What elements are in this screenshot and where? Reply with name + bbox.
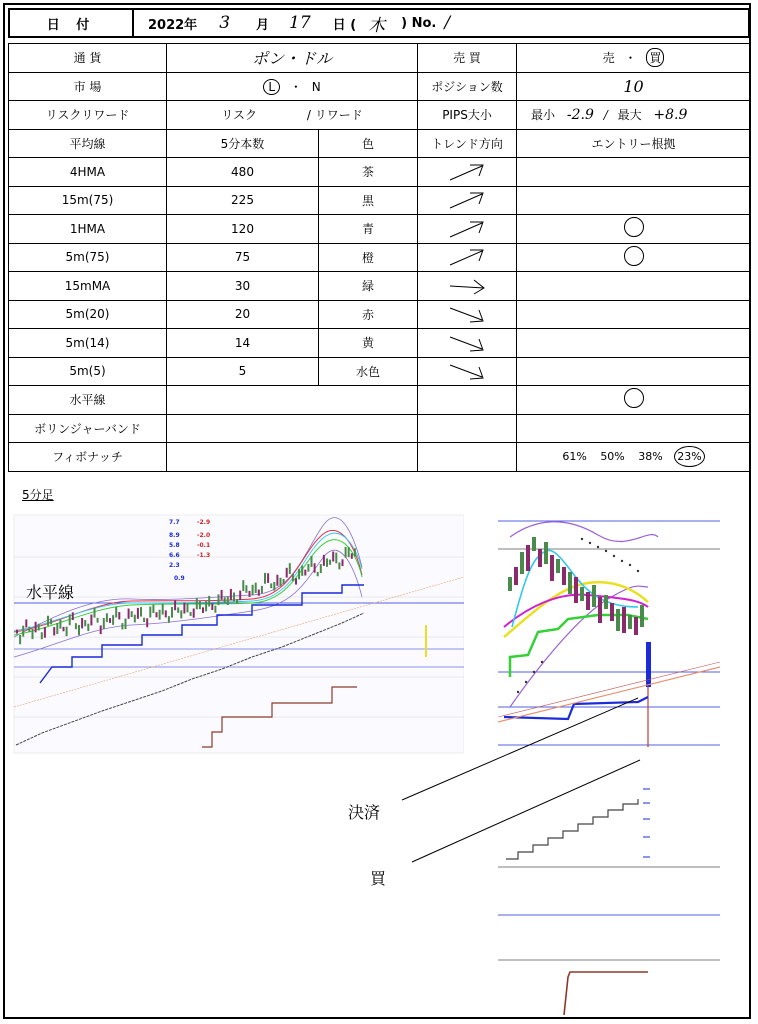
candle bbox=[103, 618, 105, 629]
ma-name: 5m(5) bbox=[9, 357, 167, 386]
horizontal-label: 水平線 bbox=[9, 386, 167, 415]
market-l: L bbox=[268, 79, 276, 94]
candle bbox=[258, 589, 260, 595]
ma-trend[interactable] bbox=[418, 158, 517, 187]
candle bbox=[252, 585, 254, 595]
candle bbox=[63, 627, 65, 631]
ma-name: 1HMA bbox=[9, 215, 167, 244]
bollinger-label: ボリンジャーバンド bbox=[9, 414, 167, 443]
fibo-23-circled bbox=[674, 446, 704, 467]
candle bbox=[326, 558, 328, 566]
candle bbox=[131, 611, 133, 617]
ma-row bbox=[9, 357, 751, 386]
candle bbox=[342, 559, 344, 566]
max-label: 最大 bbox=[617, 108, 642, 123]
candle bbox=[143, 618, 145, 622]
candle bbox=[314, 563, 316, 572]
trend-right-arrow-icon bbox=[418, 275, 516, 297]
candle bbox=[628, 615, 632, 629]
ma-entry[interactable] bbox=[517, 158, 751, 187]
candle bbox=[72, 612, 74, 620]
candle bbox=[634, 617, 638, 635]
pips-label-1: 7.7 bbox=[169, 519, 180, 526]
candle bbox=[233, 592, 235, 601]
ma-row bbox=[9, 243, 751, 272]
trend-up-arrow-icon bbox=[418, 218, 516, 240]
candle bbox=[335, 553, 337, 564]
bollinger-row bbox=[9, 414, 751, 443]
ma-bars[interactable]: 20 bbox=[167, 300, 319, 329]
candle bbox=[196, 598, 198, 609]
candle bbox=[180, 610, 182, 618]
candle bbox=[183, 603, 185, 614]
ma-entry[interactable] bbox=[517, 243, 751, 272]
candle bbox=[38, 624, 40, 631]
buysell-label: 売 買 bbox=[418, 44, 517, 73]
candle bbox=[508, 577, 512, 591]
candle bbox=[249, 591, 251, 597]
candle bbox=[255, 583, 257, 593]
ma-name: 4HMA bbox=[9, 158, 167, 187]
candle bbox=[168, 616, 170, 623]
candle bbox=[159, 610, 161, 620]
ma-color[interactable]: 茶 bbox=[319, 158, 418, 187]
fibo-23: 23% bbox=[677, 450, 702, 464]
date-label: 日 付 bbox=[10, 10, 134, 36]
min-label: 最小 bbox=[531, 108, 556, 123]
candle bbox=[514, 567, 518, 585]
trade-table bbox=[8, 43, 751, 472]
candle bbox=[106, 613, 108, 622]
market-n[interactable]: N bbox=[311, 79, 321, 94]
entry-circle-icon bbox=[624, 388, 644, 408]
candle bbox=[236, 599, 238, 603]
trend-down-arrow-icon bbox=[418, 332, 516, 354]
ma-bars[interactable]: 14 bbox=[167, 329, 319, 358]
candle bbox=[273, 582, 275, 591]
candle bbox=[32, 629, 34, 639]
pips-field[interactable] bbox=[517, 101, 751, 130]
candle bbox=[264, 573, 266, 584]
candle bbox=[171, 607, 173, 618]
fibo-row bbox=[9, 443, 751, 472]
risk-text: リスク bbox=[221, 108, 258, 123]
candle bbox=[90, 615, 92, 626]
horizontal-empty[interactable] bbox=[167, 386, 418, 415]
ma-trend[interactable] bbox=[418, 300, 517, 329]
candle bbox=[84, 620, 86, 626]
candle bbox=[205, 601, 207, 611]
candle bbox=[152, 605, 154, 613]
candle bbox=[25, 619, 27, 627]
market-field[interactable] bbox=[167, 72, 418, 101]
candle bbox=[574, 577, 578, 603]
risk-label: リスクリワード bbox=[9, 101, 167, 130]
fibo-50: 50% bbox=[600, 450, 625, 464]
date-header bbox=[8, 8, 750, 38]
trend-down-arrow-icon bbox=[418, 303, 516, 325]
candle bbox=[239, 591, 241, 601]
pips-neg-3: -0.1 bbox=[197, 542, 211, 549]
header-entry: エントリー根拠 bbox=[517, 129, 751, 158]
candle bbox=[208, 596, 210, 607]
fibo-empty[interactable] bbox=[167, 443, 418, 472]
ma-row bbox=[9, 300, 751, 329]
candle bbox=[118, 612, 120, 619]
settle-annotation: 決済 bbox=[348, 803, 381, 822]
candle bbox=[568, 572, 572, 594]
candle bbox=[338, 562, 340, 569]
candle bbox=[193, 609, 195, 618]
market-l-circled[interactable] bbox=[263, 79, 280, 95]
ma-color[interactable]: 黒 bbox=[319, 186, 418, 215]
candle bbox=[538, 549, 542, 567]
year-text: 2022年 bbox=[148, 17, 198, 33]
market-row bbox=[9, 72, 751, 101]
ma-trend[interactable] bbox=[418, 357, 517, 386]
candle bbox=[351, 553, 353, 558]
fibo-38: 38% bbox=[638, 450, 663, 464]
candle bbox=[50, 619, 52, 624]
ma-entry[interactable] bbox=[517, 357, 751, 386]
buysell-dot: ・ bbox=[624, 51, 637, 66]
ma-name: 5m(20) bbox=[9, 300, 167, 329]
candle bbox=[56, 623, 58, 634]
horizontal-row bbox=[9, 386, 751, 415]
pips-label-3: 5.8 bbox=[169, 542, 180, 549]
market-dot: ・ bbox=[289, 79, 302, 94]
candle bbox=[230, 589, 232, 600]
day-value: 17 bbox=[289, 13, 311, 33]
pips-label-5: 2.3 bbox=[169, 562, 180, 569]
risk-field[interactable] bbox=[167, 101, 418, 130]
candle bbox=[202, 607, 204, 613]
candle bbox=[53, 627, 55, 635]
trend-down-arrow-icon bbox=[418, 360, 516, 382]
ma-entry[interactable] bbox=[517, 215, 751, 244]
candle bbox=[137, 608, 139, 619]
candle bbox=[165, 610, 167, 617]
candle bbox=[261, 586, 263, 593]
ma-color[interactable]: 緑 bbox=[319, 272, 418, 301]
candle bbox=[292, 574, 294, 581]
candle bbox=[532, 537, 536, 551]
fibo-levels[interactable] bbox=[517, 443, 751, 472]
candle bbox=[580, 587, 584, 601]
ma-entry[interactable] bbox=[517, 186, 751, 215]
pips-label-2: 8.9 bbox=[169, 532, 180, 539]
right-chart-screenshot bbox=[498, 507, 720, 1015]
candle bbox=[320, 564, 322, 573]
position-value[interactable]: 10 bbox=[517, 72, 751, 101]
trend-up-arrow-icon bbox=[418, 161, 516, 183]
ma-color[interactable]: 青 bbox=[319, 215, 418, 244]
candle bbox=[323, 555, 325, 566]
candle bbox=[59, 620, 61, 629]
candle bbox=[295, 578, 297, 584]
candle bbox=[44, 627, 46, 638]
ma-header-row bbox=[9, 129, 751, 158]
candle bbox=[69, 614, 71, 625]
position-label: ポジション数 bbox=[418, 72, 517, 101]
candle bbox=[87, 624, 89, 631]
candle bbox=[245, 585, 247, 593]
no-value: / bbox=[444, 13, 451, 33]
buysell-field[interactable] bbox=[517, 44, 751, 73]
candle bbox=[140, 607, 142, 616]
candle bbox=[146, 618, 148, 627]
candle bbox=[562, 567, 566, 585]
candle bbox=[348, 547, 350, 557]
ma-name: 15mMA bbox=[9, 272, 167, 301]
pips-label-6: 0.9 bbox=[174, 575, 185, 582]
candle bbox=[301, 566, 303, 576]
ma-trend[interactable] bbox=[418, 329, 517, 358]
ma-bars[interactable]: 480 bbox=[167, 158, 319, 187]
candle bbox=[47, 616, 49, 626]
candle bbox=[112, 615, 114, 625]
ma-entry[interactable] bbox=[517, 300, 751, 329]
candle bbox=[16, 630, 18, 634]
max-value: +8.9 bbox=[653, 107, 688, 124]
candle bbox=[162, 604, 164, 615]
header-trend: トレンド方向 bbox=[418, 129, 517, 158]
candle bbox=[211, 603, 213, 610]
candle bbox=[22, 626, 24, 637]
trend-up-arrow-icon bbox=[418, 189, 516, 211]
weekday-value: 木 bbox=[368, 15, 386, 36]
pips-neg-2: -2.0 bbox=[197, 532, 211, 539]
candle bbox=[227, 597, 229, 605]
pips-label-4: 6.6 bbox=[169, 552, 180, 559]
candle bbox=[134, 615, 136, 623]
candle bbox=[177, 607, 179, 613]
ma-trend[interactable] bbox=[418, 186, 517, 215]
candle bbox=[214, 606, 216, 613]
currency-row bbox=[9, 44, 751, 73]
candle bbox=[329, 560, 331, 565]
candle bbox=[289, 563, 291, 574]
candle bbox=[128, 609, 130, 619]
pips-neg-4: -1.3 bbox=[197, 552, 211, 559]
candle bbox=[311, 556, 313, 567]
candle bbox=[304, 570, 306, 576]
sell-option[interactable]: 売 bbox=[602, 51, 615, 66]
ma-name: 5m(14) bbox=[9, 329, 167, 358]
candle bbox=[156, 612, 158, 617]
candle bbox=[544, 542, 548, 564]
ma-row bbox=[9, 158, 751, 187]
ma-color[interactable]: 橙 bbox=[319, 243, 418, 272]
candle bbox=[520, 552, 524, 574]
ma-row bbox=[9, 329, 751, 358]
entry-circle-icon bbox=[624, 246, 644, 266]
candle bbox=[81, 618, 83, 628]
ma-row bbox=[9, 186, 751, 215]
buy-option: 買 bbox=[649, 51, 662, 66]
candle bbox=[622, 607, 626, 633]
min-value: -2.9 bbox=[566, 107, 594, 124]
ma-entry[interactable] bbox=[517, 272, 751, 301]
candle bbox=[97, 618, 99, 623]
candle bbox=[280, 578, 282, 587]
ma-color[interactable]: 赤 bbox=[319, 300, 418, 329]
candle bbox=[149, 607, 151, 618]
ma-bars[interactable]: 75 bbox=[167, 243, 319, 272]
month-value: 3 bbox=[219, 13, 231, 33]
month-label: 月 bbox=[256, 17, 270, 33]
candle bbox=[121, 623, 123, 629]
no-label: ) No. bbox=[401, 15, 437, 31]
candle bbox=[100, 625, 102, 634]
bollinger-empty[interactable] bbox=[167, 414, 418, 443]
ma-trend[interactable] bbox=[418, 215, 517, 244]
ma-trend[interactable] bbox=[418, 243, 517, 272]
candle bbox=[332, 552, 334, 562]
ma-bars[interactable]: 30 bbox=[167, 272, 319, 301]
candle bbox=[109, 618, 111, 623]
bollinger-entry[interactable] bbox=[517, 414, 751, 443]
horizontal-entry[interactable] bbox=[517, 386, 751, 415]
candle bbox=[526, 545, 530, 571]
candle bbox=[616, 609, 620, 631]
candle bbox=[550, 555, 554, 581]
candle bbox=[66, 627, 68, 636]
ma-entry[interactable] bbox=[517, 329, 751, 358]
candle bbox=[174, 600, 176, 610]
ma-bars[interactable]: 120 bbox=[167, 215, 319, 244]
candle bbox=[125, 619, 127, 629]
candle bbox=[604, 595, 608, 609]
candle bbox=[218, 594, 220, 605]
candle bbox=[345, 547, 347, 558]
candle bbox=[115, 607, 117, 618]
candle bbox=[592, 585, 596, 607]
candle bbox=[610, 603, 614, 621]
candle bbox=[354, 548, 356, 556]
section-label: 5分足 bbox=[22, 488, 54, 502]
ma-name: 5m(75) bbox=[9, 243, 167, 272]
candle bbox=[78, 625, 80, 635]
buy-annotation: 買 bbox=[370, 869, 387, 888]
candle bbox=[94, 608, 96, 618]
bollinger-trend[interactable] bbox=[418, 414, 517, 443]
fibo-label: フィボナッチ bbox=[9, 443, 167, 472]
candle bbox=[640, 605, 644, 627]
candle bbox=[35, 622, 37, 633]
day-label: 日 ( bbox=[332, 17, 357, 33]
ma-trend[interactable] bbox=[418, 272, 517, 301]
candle bbox=[75, 623, 77, 629]
candle bbox=[276, 575, 278, 586]
candle bbox=[307, 564, 309, 572]
candle bbox=[298, 569, 300, 579]
horizontal-trend[interactable] bbox=[418, 386, 517, 415]
market-label: 市 場 bbox=[9, 72, 167, 101]
candle bbox=[586, 592, 590, 610]
fibo-trend[interactable] bbox=[418, 443, 517, 472]
horizontal-line-annotation: 水平線 bbox=[26, 583, 75, 602]
candle bbox=[267, 573, 269, 583]
ma-bars[interactable]: 225 bbox=[167, 186, 319, 215]
candle bbox=[283, 579, 285, 584]
buy-option-circled[interactable] bbox=[646, 48, 664, 67]
currency-label: 通 貨 bbox=[9, 44, 167, 73]
pips-neg-1: -2.9 bbox=[197, 519, 211, 526]
left-chart-screenshot bbox=[12, 507, 464, 757]
pips-label: PIPS大小 bbox=[418, 101, 517, 130]
candle bbox=[598, 597, 602, 623]
candle bbox=[270, 583, 272, 588]
ma-color[interactable]: 黄 bbox=[319, 329, 418, 358]
header-bars: 5分本数 bbox=[167, 129, 319, 158]
candle bbox=[317, 572, 319, 576]
reward-text: / リワード bbox=[306, 108, 363, 123]
ma-bars[interactable]: 5 bbox=[167, 357, 319, 386]
candle bbox=[224, 597, 226, 602]
entry-circle-icon bbox=[624, 217, 644, 237]
header-color: 色 bbox=[319, 129, 418, 158]
ma-row bbox=[9, 215, 751, 244]
candle bbox=[187, 603, 189, 612]
pips-sep: / bbox=[603, 108, 608, 123]
candle bbox=[242, 580, 244, 591]
candle bbox=[28, 627, 30, 633]
candle bbox=[221, 590, 223, 600]
candle bbox=[190, 612, 192, 616]
candle bbox=[556, 559, 560, 573]
date-field[interactable] bbox=[134, 10, 748, 36]
currency-value[interactable]: ポン・ドル bbox=[167, 44, 418, 73]
candle bbox=[19, 635, 21, 644]
candle bbox=[41, 632, 43, 639]
risk-row bbox=[9, 101, 751, 130]
ma-color[interactable]: 水色 bbox=[319, 357, 418, 386]
ma-row bbox=[9, 272, 751, 301]
header-ma: 平均線 bbox=[9, 129, 167, 158]
candle bbox=[286, 568, 288, 578]
trend-up-arrow-icon bbox=[418, 246, 516, 268]
fibo-61: 61% bbox=[562, 450, 587, 464]
candle bbox=[199, 601, 201, 609]
ma-name: 15m(75) bbox=[9, 186, 167, 215]
